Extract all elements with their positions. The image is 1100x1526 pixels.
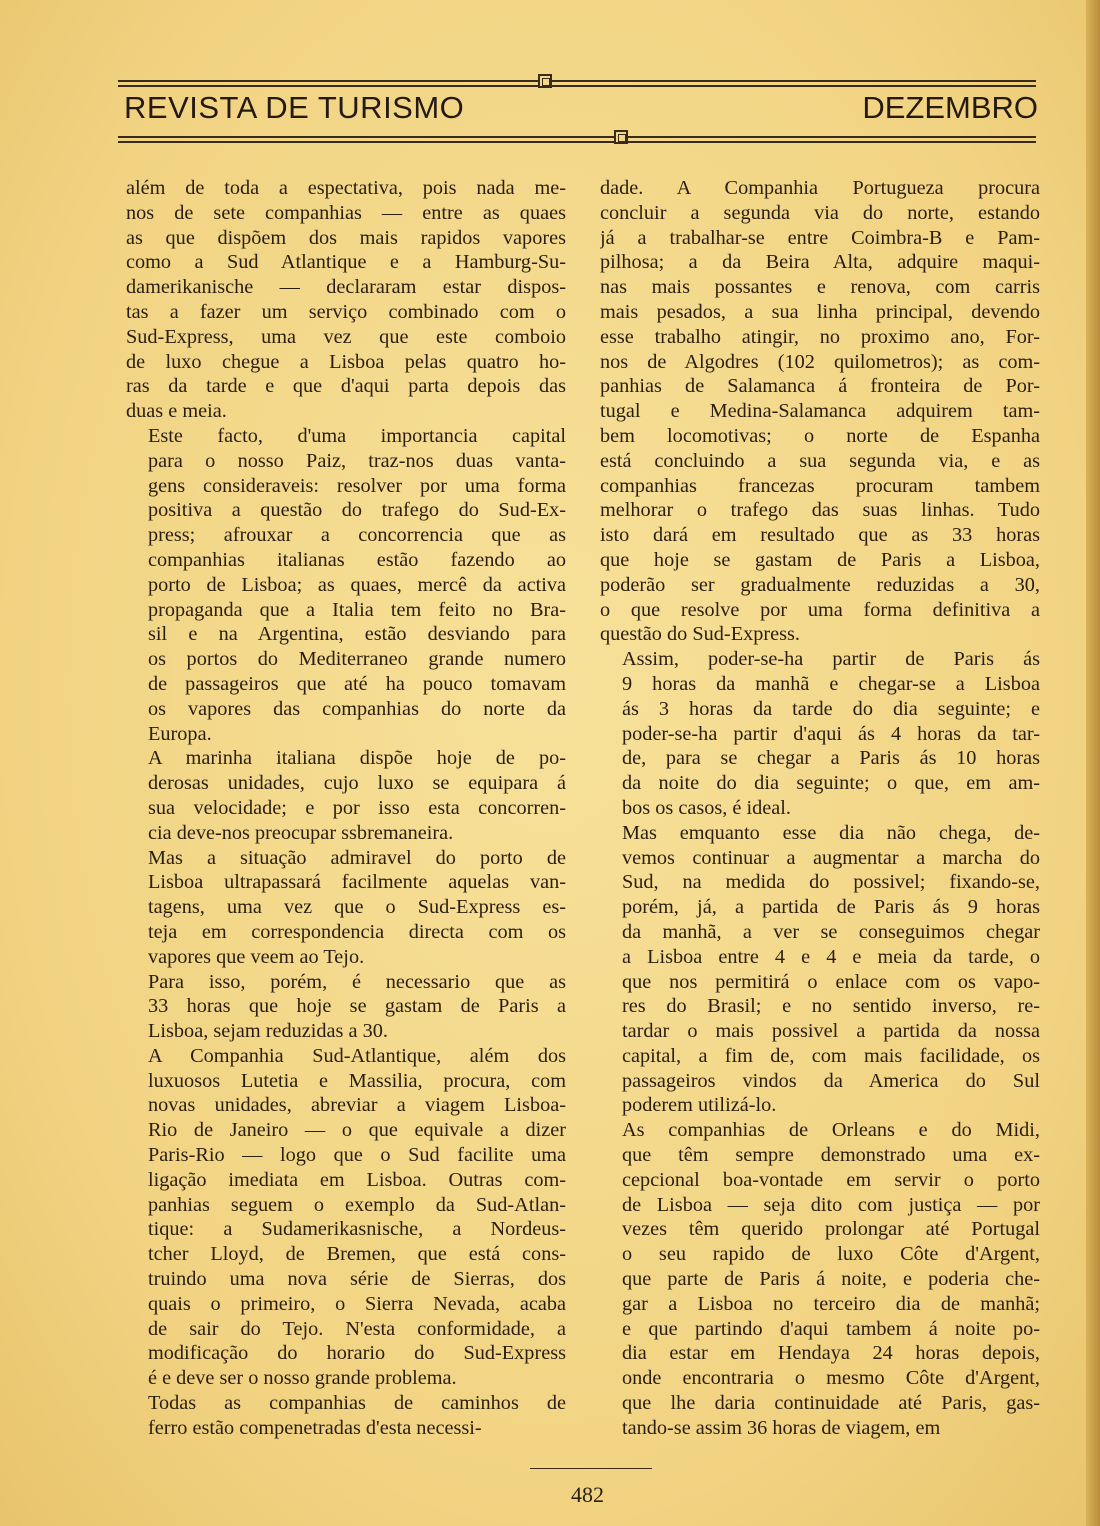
paragraph xyxy=(600,1118,1040,1440)
text-line: passageiros vindos da America do Sul xyxy=(622,1069,1040,1092)
text-line: Assim, poder-se-ha partir de Paris ás xyxy=(622,648,1040,671)
text-line: está concluindo a sua segunda via, e as xyxy=(600,449,1040,472)
text-line: onde encontraria o mesmo Côte d'Argent, xyxy=(622,1367,1040,1390)
text-line: ás 3 horas da tarde do dia seguinte; e xyxy=(622,697,1040,720)
text-line: de luxo chegue a Lisboa pelas quatro ho- xyxy=(126,350,566,373)
footer-rule xyxy=(530,1468,652,1469)
text-line: A Companhia Sud-Atlantique, além dos xyxy=(148,1044,566,1067)
text-line: que hoje se gastam de Paris a Lisboa, xyxy=(600,548,1040,571)
text-line: Mas emquanto esse dia não chega, de- xyxy=(622,821,1040,844)
paragraph xyxy=(126,746,566,845)
text-line: vemos continuar a augmentar a marcha do xyxy=(622,846,1040,869)
text-line: que lhe daria continuidade até Paris, gas- xyxy=(622,1392,1040,1415)
text-line: companhias italianas estão fazendo ao xyxy=(148,548,566,571)
text-line: teja em correspondencia directa com os xyxy=(148,920,566,943)
text-line: bos os casos, é ideal. xyxy=(622,796,791,819)
text-line: Lisboa, sejam reduzidas a 30. xyxy=(148,1020,388,1043)
text-line: luxuosos Lutetia e Massilia, procura, com xyxy=(148,1069,566,1092)
text-line: que parte de Paris á noite, e poderia che- xyxy=(622,1268,1040,1291)
text-line: Este facto, d'uma importancia capital xyxy=(148,424,566,447)
text-line: ferro estão compenetradas d'esta necessi- xyxy=(148,1416,482,1439)
text-line: panhias seguem o exemplo da Sud-Atlan- xyxy=(148,1193,566,1216)
text-line: Lisboa ultrapassará facilmente aquelas van- xyxy=(148,871,566,894)
text-line: sua velocidade; e por isso esta concorren- xyxy=(148,796,566,819)
text-line: tardar o mais possivel a partida da nossa xyxy=(622,1020,1040,1043)
text-line: modificação do horario do Sud-Express xyxy=(148,1342,566,1365)
text-line: Todas as companhias de caminhos de xyxy=(148,1392,566,1415)
text-line: para o nosso Paiz, traz-nos duas vanta- xyxy=(148,449,566,472)
paragraph xyxy=(126,1391,566,1441)
text-line: isto dará em resultado que as 33 horas xyxy=(600,524,1040,547)
text-line: damerikanische — declararam estar dispos- xyxy=(126,276,566,299)
text-line: positiva a questão do trafego do Sud-Ex- xyxy=(148,499,566,522)
text-line: Mas a situação admiravel do porto de xyxy=(148,846,566,869)
text-line: companhias francezas procuram tambem xyxy=(600,474,1040,497)
text-line: Paris-Rio — logo que o Sud facilite uma xyxy=(148,1144,566,1167)
text-line: cepcional boa-vontade em servir o porto xyxy=(622,1168,1040,1191)
paragraph xyxy=(126,846,566,970)
text-line: poder-se-ha partir d'aqui ás 4 horas da tar- xyxy=(622,722,1040,745)
issue-month: DEZEMBRO xyxy=(862,90,1038,125)
text-line: press; afrouxar a concorrencia que as xyxy=(148,524,566,547)
text-line: sil e na Argentina, estão desviando para xyxy=(148,623,566,646)
text-line: é e deve ser o nosso grande problema. xyxy=(148,1367,457,1390)
text-line: duas e meia. xyxy=(126,400,227,423)
text-line: panhias de Salamanca á fronteira de Por- xyxy=(600,375,1040,398)
text-line: que nos permitirá o enlace com os vapo- xyxy=(622,970,1040,993)
text-line: truindo uma nova série de Sierras, dos xyxy=(148,1268,566,1291)
text-line: 33 horas que hoje se gastam de Paris a xyxy=(148,995,566,1018)
text-line: tando-se assim 36 horas de viagem, em xyxy=(622,1416,941,1439)
text-line: As companhias de Orleans e do Midi, xyxy=(622,1119,1040,1142)
text-line: derosas unidades, cujo luxo se equipara á xyxy=(148,772,566,795)
text-line: o seu rapido de luxo Côte d'Argent, xyxy=(622,1243,1040,1266)
text-line: e que partindo d'aqui tambem á noite po- xyxy=(622,1317,1040,1340)
text-line: gens consideraveis: resolver por uma forma xyxy=(148,474,566,497)
paragraph xyxy=(600,647,1040,821)
left-column xyxy=(126,176,566,1441)
text-line: de, para se chegar a Paris ás 10 horas xyxy=(622,747,1040,770)
text-line: melhorar o trafego das suas linhas. Tudo xyxy=(600,499,1040,522)
text-line: poderem utilizá-lo. xyxy=(622,1094,777,1117)
text-line: tique: a Sudamerikasnische, a Nordeus- xyxy=(148,1218,566,1241)
text-line: cia deve-nos preocupar ssbremaneira. xyxy=(148,821,454,844)
text-line: os portos do Mediterraneo grande numero xyxy=(148,648,566,671)
text-line: como a Sud Atlantique e a Hamburg-Su- xyxy=(126,251,566,274)
text-line: mais pesados, a sua linha principal, devendo xyxy=(600,300,1040,323)
paragraph xyxy=(600,176,1040,647)
text-line: dia estar em Hendaya 24 horas depois, xyxy=(622,1342,1040,1365)
text-line: tas a fazer um serviço combinado com o xyxy=(126,300,566,323)
text-line: de sair do Tejo. N'esta conformidade, a xyxy=(148,1317,566,1340)
text-line: nos de Algodres (102 quilometros); as com- xyxy=(600,350,1040,373)
text-line: as que dispõem dos mais rapidos vapores xyxy=(126,226,566,249)
header-bottom-rule xyxy=(118,136,1036,144)
text-line: nas mais possantes e renova, com carris xyxy=(600,276,1040,299)
text-line: bem locomotivas; o norte de Espanha xyxy=(600,424,1040,447)
text-line: vapores que veem ao Tejo. xyxy=(148,945,365,968)
text-line: a Lisboa entre 4 e 4 e meia da tarde, o xyxy=(622,945,1040,968)
text-line: vezes têm querido prolongar até Portugal xyxy=(622,1218,1040,1241)
text-line: poderão ser gradualmente reduzidas a 30, xyxy=(600,573,1040,596)
text-line: os vapores das companhias do norte da xyxy=(148,697,566,720)
text-line: Rio de Janeiro — o que equivale a dizer xyxy=(148,1119,566,1142)
text-line: que têm sempre demonstrado uma ex- xyxy=(622,1144,1040,1167)
text-line: de Lisboa — seja dito com justiça — por xyxy=(622,1193,1040,1216)
text-line: novas unidades, abreviar a viagem Lisboa- xyxy=(148,1094,566,1117)
text-line: capital, a fim de, com mais facilidade, os xyxy=(622,1044,1040,1067)
text-line: nos de sete companhias — entre as quaes xyxy=(126,201,566,224)
text-line: dade. A Companhia Portugueza procura xyxy=(600,177,1040,199)
text-line: Sud-Express, uma vez que este comboio xyxy=(126,325,566,348)
paragraph xyxy=(600,821,1040,1119)
text-line: res do Brasil; e no sentido inverso, re- xyxy=(622,995,1040,1018)
text-line: tagens, uma vez que o Sud-Express es- xyxy=(148,896,566,919)
text-line: A marinha italiana dispõe hoje de po- xyxy=(148,747,566,770)
right-column xyxy=(600,176,1040,1441)
header-top-rule xyxy=(118,80,1036,88)
text-line: além de toda a espectativa, pois nada me- xyxy=(126,177,566,199)
ornament-icon xyxy=(538,74,552,88)
paragraph xyxy=(126,176,566,424)
text-line: Sud, na medida do possivel; fixando-se, xyxy=(622,871,1040,894)
page-number: 482 xyxy=(571,1482,604,1507)
text-line: propaganda que a Italia tem feito no Bra- xyxy=(148,598,566,621)
ornament-icon xyxy=(614,130,628,144)
text-line: concluir a segunda via do norte, estando xyxy=(600,201,1040,224)
paragraph xyxy=(126,424,566,746)
text-line: já a trabalhar-se entre Coimbra-B e Pam- xyxy=(600,226,1040,249)
text-line: porém, já, a partida de Paris ás 9 horas xyxy=(622,896,1040,919)
text-line: gar a Lisboa no terceiro dia de manhã; xyxy=(622,1292,1040,1315)
text-line: Para isso, porém, é necessario que as xyxy=(148,970,566,993)
text-line: de passageiros que até ha pouco tomavam xyxy=(148,672,566,695)
text-line: 9 horas da manhã e chegar-se a Lisboa xyxy=(622,672,1040,695)
text-line: ligação imediata em Lisboa. Outras com- xyxy=(148,1168,566,1191)
text-line: o que resolve por uma forma definitiva a xyxy=(600,598,1040,621)
text-line: porto de Lisboa; as quaes, mercê da activa xyxy=(148,573,566,596)
text-line: tugal e Medina-Salamanca adquirem tam- xyxy=(600,400,1040,423)
magazine-title: REVISTA DE TURISMO xyxy=(124,90,465,125)
text-line: da manhã, a ver se conseguimos chegar xyxy=(622,920,1040,943)
page-edge xyxy=(1086,0,1100,1526)
text-line: ras da tarde e que d'aqui parta depois das xyxy=(126,375,566,398)
text-line: pilhosa; a da Beira Alta, adquire maqui- xyxy=(600,251,1040,274)
text-line: esse trabalho atingir, no proximo ano, For- xyxy=(600,325,1040,348)
paragraph xyxy=(126,1044,566,1391)
text-line: quais o primeiro, o Sierra Nevada, acaba xyxy=(148,1292,566,1315)
text-line: Europa. xyxy=(148,722,212,745)
paragraph xyxy=(126,970,566,1044)
text-line: tcher Lloyd, de Bremen, que está cons- xyxy=(148,1243,566,1266)
text-line: da noite do dia seguinte; o que, em am- xyxy=(622,772,1040,795)
text-line: questão do Sud-Express. xyxy=(600,623,800,646)
